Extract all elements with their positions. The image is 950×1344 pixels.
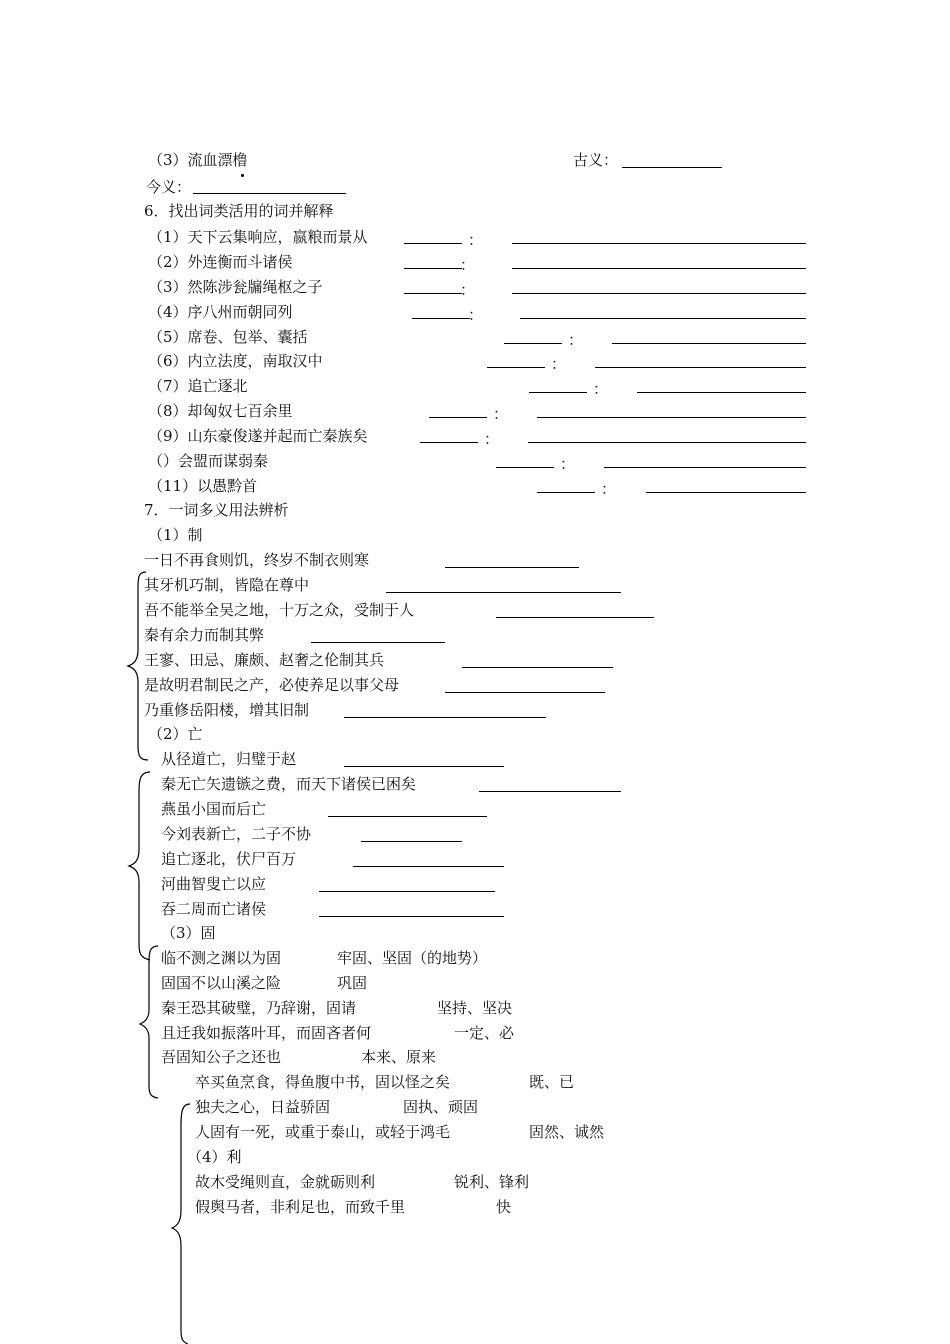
- wang-item: 今刘表新亡，二子不协: [161, 825, 312, 843]
- zhi-item: 其牙机巧制，皆隐在尊中: [144, 576, 310, 594]
- brace-zhi: [128, 572, 148, 760]
- gu-item-text: 固国不以山溪之险: [161, 974, 282, 992]
- li-item-text: 假舆马者，非利足也，而致千里: [195, 1198, 406, 1216]
- li-label: （4）利: [187, 1148, 242, 1166]
- gu-item-meaning: 本来、原来: [361, 1048, 437, 1066]
- q6-colon: ：: [593, 380, 609, 398]
- q6-heading: 6．找出词类活用的词并解释: [144, 202, 334, 220]
- q6-colon: ：: [468, 306, 484, 324]
- q6-colon: ：: [493, 405, 509, 423]
- gu-item-text: 独夫之心，日益骄固: [195, 1098, 331, 1116]
- q6-colon: ：: [560, 455, 576, 473]
- q6-colon: ：: [468, 231, 484, 249]
- gu-item-meaning: 一定、必: [454, 1024, 515, 1042]
- gu-item-text: 且迁我如振落叶耳，而固吝者何: [161, 1024, 372, 1042]
- gu-section-label: （3）固: [161, 924, 216, 942]
- q6-item: （）会盟而谋弱秦: [148, 452, 269, 470]
- gu-item-text: 人固有一死，或重于泰山，或轻于鸿毛: [195, 1123, 451, 1141]
- wang-item: 燕虽小国而后亡: [161, 800, 267, 818]
- wang-item: 从径道亡，归璧于赵: [161, 750, 297, 768]
- li-item-meaning: 锐利、锋利: [454, 1173, 530, 1191]
- zhi-item: 是故明君制民之产，必使养足以事父母: [144, 676, 400, 694]
- li-item-meaning: 快: [496, 1198, 512, 1216]
- gu-item-meaning: 固然、诚然: [529, 1123, 605, 1141]
- wang-item: 吞二周而亡诸侯: [161, 900, 267, 918]
- zhi-item: 乃重修岳阳楼，增其旧制: [144, 701, 310, 719]
- q6-item: （11）以愚黔首: [148, 477, 258, 495]
- q6-colon: ：: [551, 355, 567, 373]
- q7-heading: 7．一词多义用法辨析: [144, 501, 289, 519]
- gu-item-text: 临不测之渊以为固: [161, 949, 282, 967]
- zhi-item: 秦有余力而制其弊: [144, 626, 265, 644]
- brace-gu: [140, 946, 158, 1098]
- li-item-text: 故木受绳则直，金就砺则利: [195, 1173, 376, 1191]
- jin-label: 今义：: [146, 178, 192, 196]
- q6-item: （7）追亡逐北: [148, 377, 248, 395]
- q6-item: （6）内立法度，南取汉中: [148, 352, 323, 370]
- gu-item-meaning: 既、已: [529, 1073, 575, 1091]
- q6-item: （3）然陈涉瓮牖绳枢之子: [148, 278, 323, 296]
- zhi-item: 吾不能举全吴之地，十万之众，受制于人: [144, 601, 415, 619]
- brace-wang: [129, 772, 150, 960]
- wang-item: 河曲智叟亡以应: [161, 875, 267, 893]
- brace-li: [172, 1104, 190, 1344]
- q6-item: （8）却匈奴七百余里: [148, 402, 293, 420]
- q6-colon: ：: [601, 480, 617, 498]
- q5-item-3: （3）流血漂橹: [148, 151, 248, 169]
- zhi-item: 一日不再食则饥，终岁不制衣则寒: [144, 551, 370, 569]
- gu-item-text: 吾固知公子之还也: [161, 1048, 282, 1066]
- gu-item-meaning: 坚持、坚决: [437, 999, 513, 1017]
- zhi-label: （1）制: [148, 526, 203, 544]
- zhi-item: 王寥、田忌、廉颇、赵奢之伦制其兵: [144, 651, 385, 669]
- gu-item-meaning: 巩固: [337, 974, 368, 992]
- gu-item-text: 卒买鱼烹食，得鱼腹中书，固以怪之矣: [195, 1073, 451, 1091]
- q6-colon: ：: [484, 430, 500, 448]
- q6-item: （9）山东豪俊遂并起而亡秦族矣: [148, 427, 368, 445]
- q6-item: （1）天下云集响应，嬴粮而景从: [148, 228, 368, 246]
- wang-item: 追亡逐北，伏尸百万: [161, 850, 297, 868]
- q6-colon: ：: [460, 256, 476, 274]
- gu-item-text: 秦王恐其破璧，乃辞谢，固请: [161, 999, 357, 1017]
- q6-item: （2）外连衡而斗诸侯: [148, 253, 293, 271]
- wang-item: 秦无亡矢遗镞之费，而天下诸侯已困矣: [161, 775, 417, 793]
- q6-item: （5）席卷、包举、囊括: [148, 328, 308, 346]
- wang-label: （2）亡: [148, 725, 203, 743]
- gu-item-meaning: 固执、顽固: [403, 1098, 479, 1116]
- gu-item-meaning: 牢固、坚固（的地势）: [337, 949, 488, 967]
- q6-colon: ：: [460, 281, 476, 299]
- gu-label: 古义：: [573, 151, 619, 169]
- q6-colon: ：: [568, 331, 584, 349]
- q6-item: （4）序八州而朝同列: [148, 303, 293, 321]
